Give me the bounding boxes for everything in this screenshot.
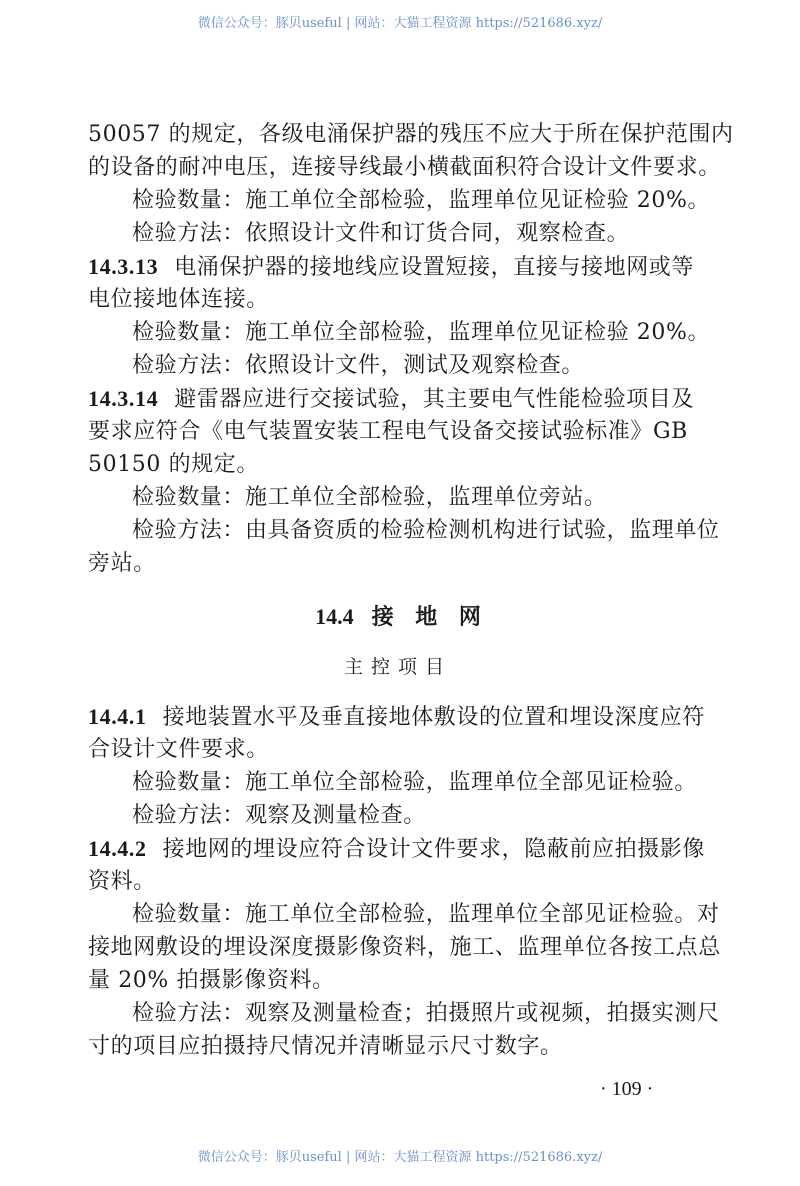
text-line: 电位接地体连接。 [88,287,269,312]
watermark-top: 微信公众号：豚贝useful | 网站：大猫工程资源 https://521686.xyz/ [197,16,603,31]
clause-number: 14.3.13 [88,254,159,279]
clause-14-4-1 [88,700,708,733]
text-line: 50057 的规定，各级电涌保护器的残压不应大于所在保护范围内 [88,122,734,147]
page-number: · 109 · [600,1078,654,1100]
text-line: 量 20% 拍摄影像资料。 [88,968,335,993]
inspection-method: 检验方法：依照设计文件，测试及观察检查。 [132,353,585,378]
section-number: 14.4 [315,604,354,629]
subsection-heading: 主控项目 [343,656,452,678]
inspection-method: 检验方法：由具备资质的检验检测机构进行试验，监理单位 [132,518,720,543]
section-title: 接 地 网 [371,604,481,630]
text-line: 接地网敷设的埋设深度摄影像资料，施工、监理单位各按工点总 [88,935,721,960]
clause-number: 14.4.2 [88,836,147,861]
text-line: 寸的项目应拍摄持尺情况并清晰显示尺寸数字。 [88,1034,563,1059]
clause-14-3-13 [88,250,708,283]
section-heading [88,600,708,633]
clause-text: 接地装置水平及垂直接地体敷设的位置和埋设深度应符 [162,705,706,730]
inspection-quantity: 检验数量：施工单位全部检验，监理单位旁站。 [132,485,607,510]
clause-number: 14.4.1 [88,704,147,729]
clause-text: 电涌保护器的接地线应设置短接，直接与接地网或等 [174,255,695,280]
text-line: 的设备的耐冲电压，连接导线最小横截面积符合设计文件要求。 [88,155,721,180]
inspection-method: 检验方法：观察及测量检查；拍摄照片或视频，拍摄实测尺 [132,1001,720,1026]
clause-14-4-2 [88,832,708,865]
clause-14-3-14 [88,382,708,415]
inspection-quantity: 检验数量：施工单位全部检验，监理单位见证检验 20%。 [132,188,711,213]
text-line: 50150 的规定。 [88,452,259,477]
clause-text: 接地网的埋设应符合设计文件要求，隐蔽前应拍摄影像 [162,837,706,862]
watermark-bottom: 微信公众号：豚贝useful | 网站：大猫工程资源 https://521686.xyz/ [197,1150,603,1165]
inspection-quantity: 检验数量：施工单位全部检验，监理单位见证检验 20%。 [132,320,711,345]
text-line: 旁站。 [88,551,156,576]
inspection-quantity: 检验数量：施工单位全部检验，监理单位全部见证检验。对 [132,902,720,927]
text-line: 合设计文件要求。 [88,737,269,762]
inspection-quantity: 检验数量：施工单位全部检验，监理单位全部见证检验。 [132,770,698,795]
clause-number: 14.3.14 [88,386,159,411]
inspection-method: 检验方法：依照设计文件和订货合同，观察检查。 [132,221,630,246]
clause-text: 避雷器应进行交接试验，其主要电气性能检验项目及 [174,387,695,412]
inspection-method: 检验方法：观察及测量检查。 [132,803,426,828]
text-line: 要求应符合《电气装置安装工程电气设备交接试验标准》GB [88,419,688,444]
text-line: 资料。 [88,869,156,894]
document-page [88,118,734,1063]
